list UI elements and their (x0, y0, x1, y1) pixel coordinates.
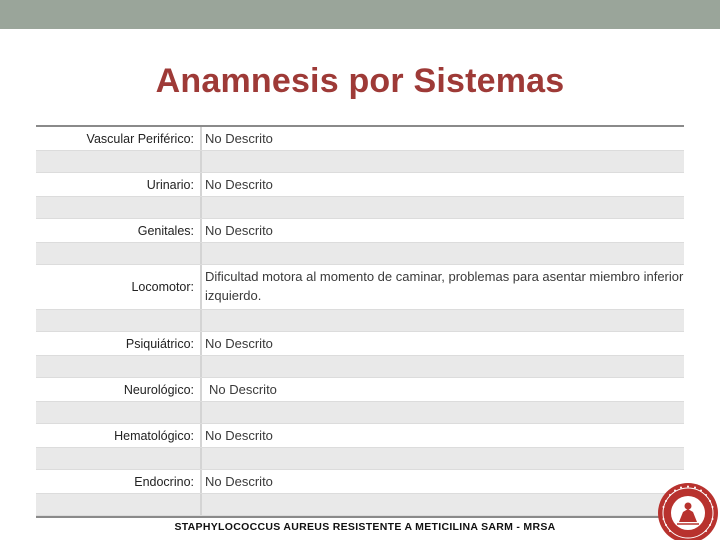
row-spacer (36, 196, 684, 219)
row-value: No Descrito (209, 382, 277, 397)
table-row (36, 173, 684, 196)
top-band (0, 0, 720, 29)
university-seal-icon (657, 482, 719, 540)
row-value: No Descrito (205, 131, 273, 146)
page-title: Anamnesis por Sistemas (155, 62, 565, 100)
table-row (36, 127, 684, 150)
table-bottom-rule (36, 516, 684, 518)
row-label: Vascular Periférico: (86, 131, 194, 146)
row-label: Endocrino: (134, 474, 194, 489)
row-value: No Descrito (205, 428, 273, 443)
row-spacer (36, 309, 684, 332)
table-row (36, 265, 684, 309)
table-row (36, 470, 684, 493)
row-label: Urinario: (146, 177, 194, 192)
row-label: Hematológico: (114, 428, 194, 443)
row-label: Neurológico: (123, 382, 194, 397)
row-value: No Descrito (205, 223, 273, 238)
row-spacer (36, 447, 684, 470)
row-spacer (36, 355, 684, 378)
table-row (36, 424, 684, 447)
row-label: Psiquiátrico: (125, 336, 194, 351)
table-row (36, 332, 684, 355)
footer-caption: STAPHYLOCOCCUS AUREUS RESISTENTE A METICILINA SARM - MRSA (174, 521, 556, 533)
row-value: Dificultad motora al momento de caminar, problemas para asentar miembro inferior izquierdo. (205, 269, 684, 303)
row-value: No Descrito (205, 336, 273, 351)
row-label: Genitales: (137, 223, 194, 238)
row-value: No Descrito (205, 474, 273, 489)
row-spacer (36, 150, 684, 173)
row-label: Locomotor: (131, 280, 194, 294)
table-row (36, 219, 684, 242)
row-spacer (36, 493, 684, 516)
systems-table (36, 125, 684, 518)
row-spacer (36, 401, 684, 424)
table-row (36, 378, 684, 401)
row-value: No Descrito (205, 177, 273, 192)
row-spacer (36, 242, 684, 265)
